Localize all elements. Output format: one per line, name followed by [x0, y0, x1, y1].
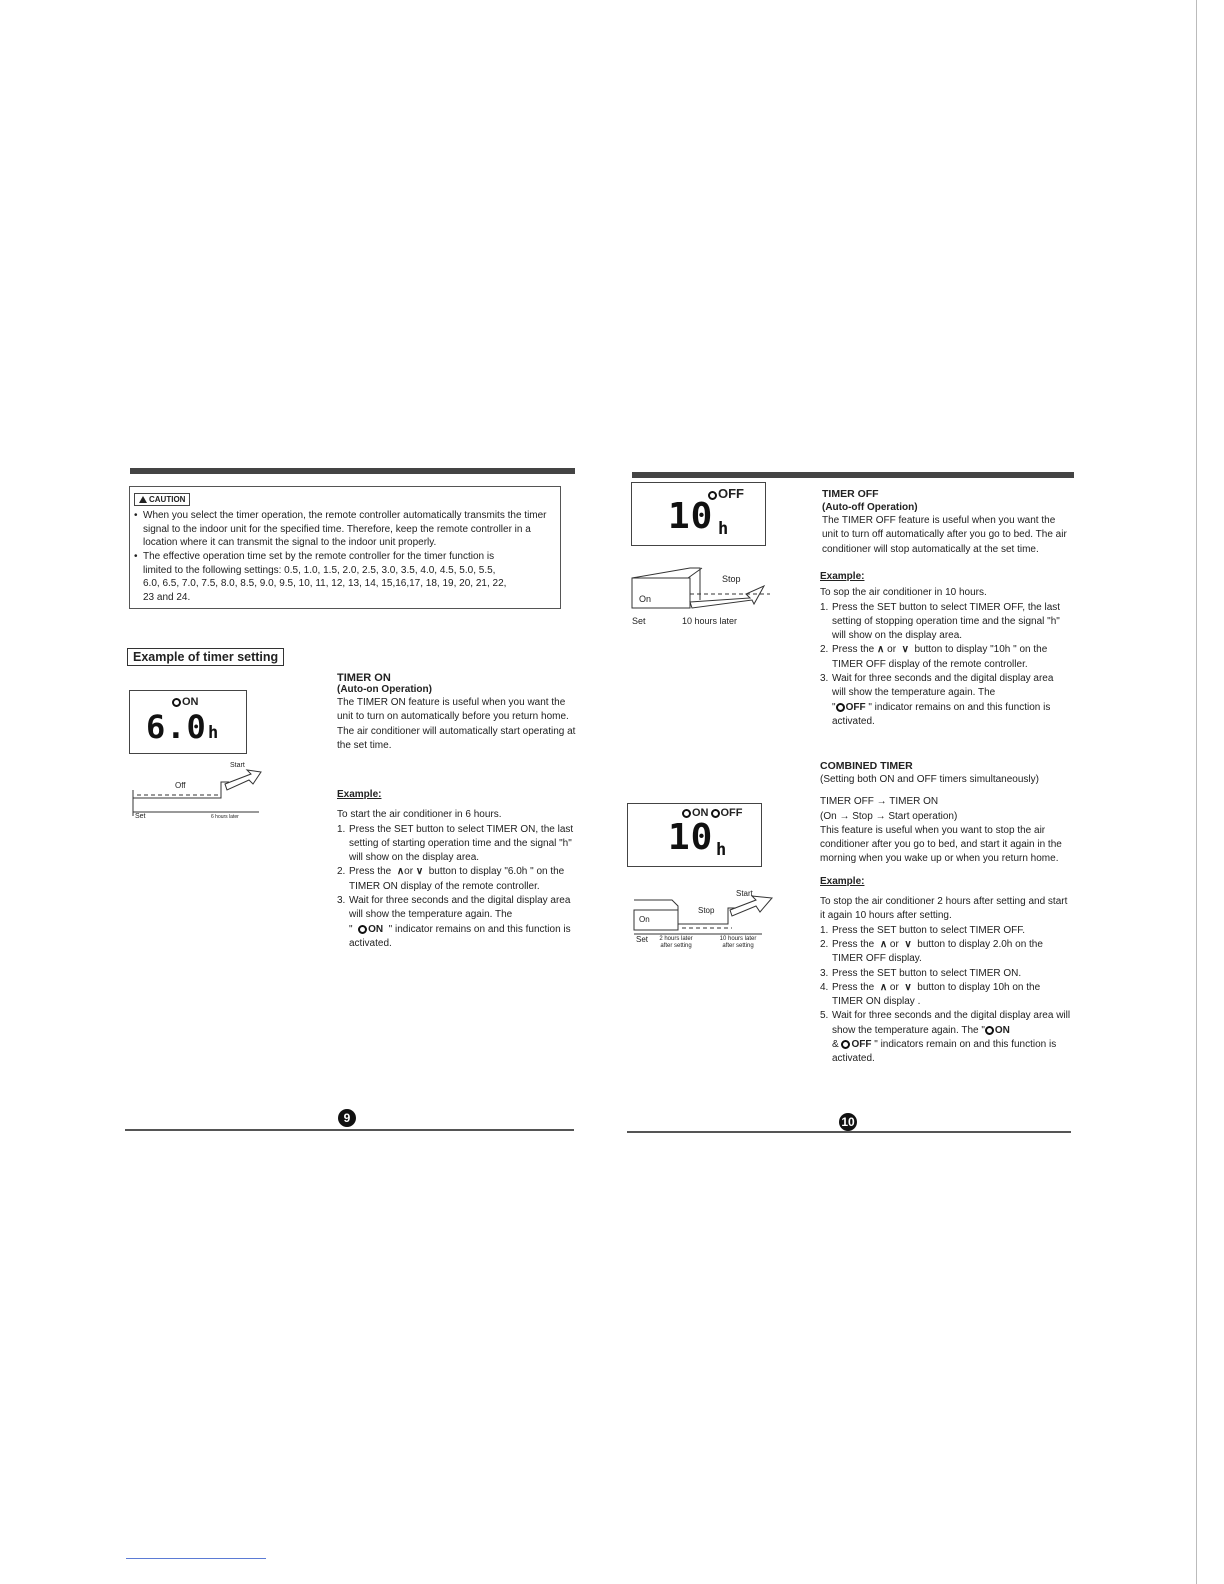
timer-off-desc: The TIMER OFF feature is useful when you want the unit to turn off automatically after you go to bed. The air conditioner will stop automatically at the set time. [822, 515, 1067, 555]
combined-step-4: 4. Press the ∧ or ∨ button to display 10h on the TIMER ON display . [820, 981, 1041, 1008]
timer-off-subtitle: (Auto-off Operation) [822, 502, 918, 513]
timer-on-title: TIMER ON [337, 672, 391, 684]
lcd-unit: h [718, 519, 730, 539]
timer-on-desc: The TIMER ON feature is useful when you want the unit to turn on automatically before you return home. The air conditioner will automatically start operating at the set time. [337, 697, 576, 751]
up-arrow-icon: ∧ [877, 644, 885, 656]
caution-box [129, 486, 561, 609]
later-label-1: 2 hours later after setting [659, 936, 693, 949]
combined-example-intro: To stop the air conditioner 2 hours after setting and start it again 10 hours after setting. [820, 896, 1068, 922]
left-footer-line [125, 1129, 574, 1131]
combined-line-1: TIMER OFF → TIMER ON [820, 796, 939, 808]
stop-label: Stop [698, 906, 715, 915]
combined-title: COMBINED TIMER [820, 760, 913, 772]
clock-icon [172, 698, 181, 707]
combined-diagram [632, 888, 782, 958]
caution-tag [134, 493, 190, 506]
set-label: Set [135, 813, 146, 820]
timer-on-section [337, 672, 577, 753]
caution-text-2: The effective operation time set by the remote controller for the timer function is limited to the following settings: 0.5, 1.0, 1.5, 2.0, 2.5, 3.0, 3.5, 4.0, 4.5, 5.0, 5.5, 6.0, 6.5, 7.0, 7.5, 8.0, 8.5, 9.0, 9.5, 10, 11, 12, 13, 14, 15,16,17, 18, 19, 20, 21, 22, 23 and 24. [143, 551, 507, 603]
timeline-graphic [129, 760, 269, 822]
combined-subtitle: (Setting both ON and OFF timers simultaneously) [820, 774, 1039, 785]
timer-on-step-1: 1. Press the SET button to select TIMER ON, the last setting of starting operation time and the signal "h" will show on the display area. [337, 823, 574, 864]
combined-example-label: Example: [820, 875, 865, 887]
timer-off-title: TIMER OFF [822, 488, 879, 500]
scan-footer-line [126, 1558, 266, 1559]
timer-off-section [822, 488, 1074, 557]
page-number-9: 9 [338, 1109, 356, 1127]
power-clock-icon [841, 1040, 850, 1049]
timer-off-example-label: Example: [820, 571, 865, 582]
left-header-bar [130, 468, 575, 474]
up-arrow-icon: ∧ [396, 866, 405, 878]
timer-on-step-2: 2. Press the ∧or ∨ button to display "6.0h " on the TIMER ON display of the remote controller. [337, 866, 565, 892]
clock-icon [985, 1026, 994, 1035]
down-arrow-icon: ∨ [901, 644, 909, 656]
timer-on-example-label: Example: [337, 789, 382, 800]
caution-text-1: When you select the timer operation, the remote controller automatically transmits the timer signal to the indoor unit for the specified time. Therefore, keep the remote controller in a location where it can transmit the signal to the indoor unit properly. [143, 510, 547, 549]
clock-icon [358, 925, 367, 934]
timer-off-example [820, 570, 1070, 729]
start-label: Start [230, 762, 245, 769]
timer-on-diagram [129, 760, 269, 822]
right-header-bar [632, 472, 1074, 478]
timer-on-example-intro: To start the air conditioner in 6 hours. [337, 809, 502, 821]
set-label: Set [632, 616, 646, 626]
on-indicator: ON [172, 696, 199, 708]
combined-timer-section [820, 760, 1072, 1067]
off-label: Off [175, 781, 186, 790]
lcd-digits: 10 [668, 817, 714, 858]
lcd-display-on [129, 690, 247, 754]
combined-line-2: (On → Stop → Start operation) [820, 810, 958, 822]
timer-off-diagram [630, 564, 780, 630]
caution-label: CAUTION [149, 495, 186, 504]
combined-step-5: 5. Wait for three seconds and the digital display area will show the temperature again. The " ON & OFF " indicators remain on and this function is activated. [820, 1010, 1071, 1065]
page-number-10: 10 [839, 1113, 857, 1131]
lcd-digits: 10 [668, 496, 714, 537]
on-off-indicators: ON OFF [682, 807, 743, 819]
lcd-unit: h [208, 723, 220, 743]
down-arrow-icon: ∨ [415, 866, 424, 878]
later-label: 10 hours later [682, 616, 738, 626]
timer-on-example [337, 788, 577, 951]
off-indicator: OFF [708, 486, 744, 501]
caution-bullet-1: • When you select the timer operation, the remote controller automatically transmits the timer signal to the indoor unit for the specified time. Therefore, keep the remote controller in a location where it can transmit the signal to the indoor unit properly. [134, 509, 556, 550]
right-footer-line [627, 1131, 1071, 1133]
lcd-digits: 6.0 [146, 708, 207, 746]
combined-desc: This feature is useful when you want to stop the air conditioner after you go to bed, and start it again in the morning when you wake up or when you return home. [820, 824, 1062, 865]
timer-off-step-1: 1. Press the SET button to select TIMER OFF, the last setting of stopping operation time and the signal "h" will show on the display area. [820, 601, 1061, 642]
set-label: Set [636, 935, 649, 944]
on-label: On [639, 594, 652, 604]
down-arrow-icon: ∨ [904, 981, 912, 993]
lcd-display-off [631, 482, 766, 546]
timer-off-example-intro: To sop the air conditioner in 10 hours. [820, 587, 987, 599]
later-label: 6 hours later [211, 814, 239, 820]
down-arrow-icon: ∨ [904, 938, 912, 950]
up-arrow-icon: ∧ [879, 938, 888, 950]
later-label-2: 10 hours later after setting [719, 936, 757, 949]
on-label: On [639, 915, 650, 924]
start-label: Start [736, 889, 753, 898]
up-arrow-icon: ∧ [879, 981, 888, 993]
warning-icon [139, 496, 147, 503]
stop-label: Stop [722, 574, 741, 584]
scan-edge-line [1196, 0, 1197, 1584]
combined-step-1: 1. Press the SET button to select TIMER OFF. [820, 924, 1026, 936]
timeline-graphic [630, 564, 780, 614]
combined-step-2: 2. Press the ∧ or ∨ button to display 2.0h on the TIMER OFF display. [820, 938, 1043, 965]
timer-off-step-2: 2. Press the ∧ or ∨ button to display "10h " on the TIMER OFF display of the remote controller. [820, 644, 1048, 670]
power-clock-icon [836, 703, 845, 712]
section-title: Example of timer setting [127, 648, 284, 666]
timer-off-step-3: 3. Wait for three seconds and the digital display area will show the temperature again. The " OFF " indicator remains on and this function is activated. [820, 673, 1054, 727]
timer-on-step-3: 3. Wait for three seconds and the digital display area will show the temperature again. The " ON " indicator remains on and this function is activated. [337, 895, 571, 949]
caution-bullet-2: • The effective operation time set by the remote controller for the timer function is limited to the following settings: 0.5, 1.0, 1.5, 2.0, 2.5, 3.0, 3.5, 4.0, 4.5, 5.0, 5.5, 6.0, 6.5, 7.0, 7.5, 8.0, 8.5, 9.0, 9.5, 10, 11, 12, 13, 14, 15,16,17, 18, 19, 20, 21, 22, 23 and 24. [134, 550, 514, 604]
timer-on-subtitle: (Auto-on Operation) [337, 684, 432, 695]
lcd-display-combined [627, 803, 762, 867]
lcd-unit: h [716, 840, 728, 860]
combined-step-3: 3. Press the SET button to select TIMER ON. [820, 967, 1022, 979]
